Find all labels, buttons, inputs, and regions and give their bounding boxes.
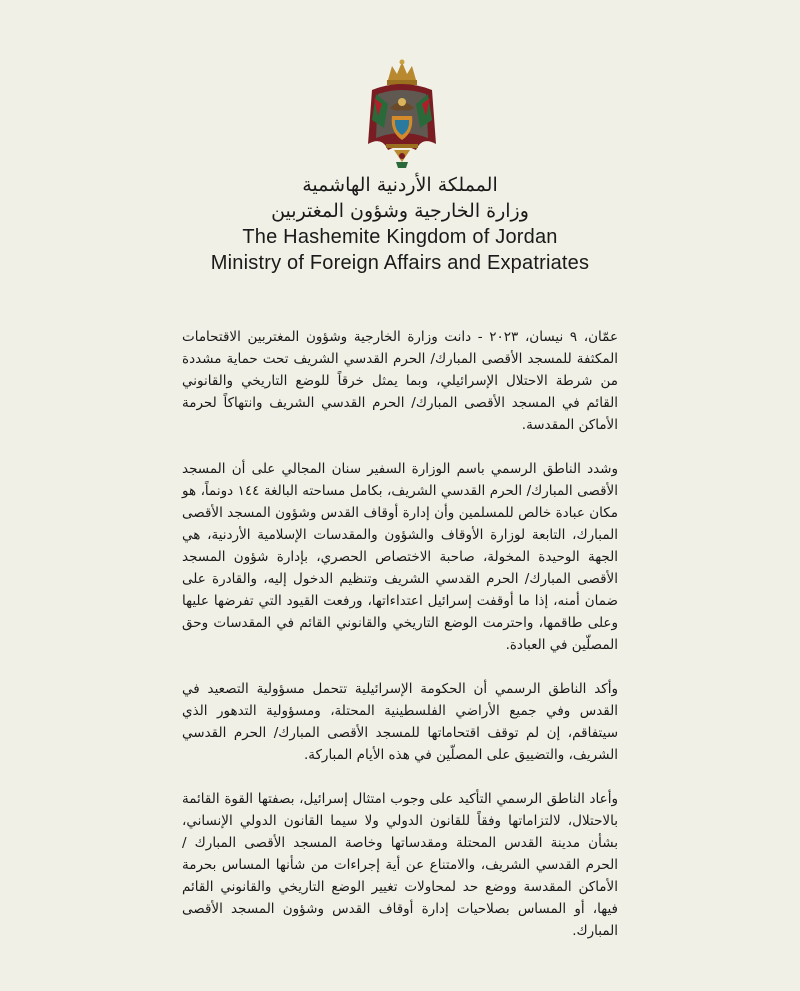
ministry-title-en-kingdom: The Hashemite Kingdom of Jordan (242, 226, 558, 248)
paragraph-3: وأكد الناطق الرسمي أن الحكومة الإسرائيلية تتحمل مسؤولية التصعيد في القدس وفي جميع الأراضي الفلسطينية المحتلة، ومسؤولية التدهور الذي سيتفاقم، إن لم توقف اقتحاماتها للمسجد الأقصى المبارك/ الحرم القدسي الشريف، والتضييق على المصلّين في هذه الأيام المباركة. (182, 681, 618, 763)
ministry-title-ar-ministry: وزارة الخارجية وشؤون المغتربين (271, 200, 529, 222)
paragraph-2: وشدد الناطق الرسمي باسم الوزارة السفير سنان المجالي على أن المسجد الأقصى المبارك/ الحرم القدسي الشريف، بكامل مساحته البالغة ١٤٤ دونماً، هو مكان عبادة خالص للمسلمين وأن إدارة أوقاف القدس وشؤون المسجد الأقصى المبارك، التابعة لوزارة الأوقاف والشؤون والمقدسات الإسلامية الأردنية، هي الجهة الوحيدة المخولة، صاحبة الاختصاص الحصري، بإدارة شؤون المسجد الأقصى المبارك/ الحرم القدسي الشريف وتنظيم الدخول إليه، والقادرة على ضمان أمنه، إذا ما أوقفت إسرائيل اعتداءاتها، ورفعت القيود التي تفرضها عليها وعلى طاقمها، واحترمت الوضع التاريخي والقانوني القائم في المقدسات وحق المصلّين في العبادة. (182, 461, 618, 653)
press-release-body (182, 326, 618, 964)
ministry-title-en-ministry: Ministry of Foreign Affairs and Expatriates (210, 252, 590, 274)
paragraph-4: وأعاد الناطق الرسمي التأكيد على وجوب امتثال إسرائيل، بصفتها القوة القائمة بالاحتلال، لالتزاماتها وفقاً للقانون الدولي ولا سيما القانون الدولي الإنساني، بشأن مدينة القدس المحتلة ومقدساتها وخاصة المسجد الأقصى المبارك / الحرم القدسي الشريف، والامتناع عن أية إجراءات من شأنها المساس بحرمة الأماكن المقدسة ووضع حد لمحاولات تغيير الوضع التاريخي والقانوني القائم فيها، أو المساس بصلاحيات إدارة أوقاف القدس وشؤون المسجد الأقصى المبارك. (182, 791, 618, 939)
paragraph-1: عمّان، ٩ نيسان، ٢٠٢٣ - دانت وزارة الخارجية وشؤون المغتربين الاقتحامات المكثفة للمسجد الأقصى المبارك/ الحرم القدسي الشريف تحت حماية مشددة من شرطة الاحتلال الإسرائيلي، وبما يمثل خرقاً للوضع التاريخي والقانوني القائم في المسجد الأقصى المبارك/ الحرم القدسي الشريف وانتهاكاً لحرمة الأماكن المقدسة. (182, 329, 619, 433)
jordan-royal-crest-icon (360, 58, 444, 170)
ministry-title-ar-kingdom: المملكة الأردنية الهاشمية (302, 174, 498, 196)
